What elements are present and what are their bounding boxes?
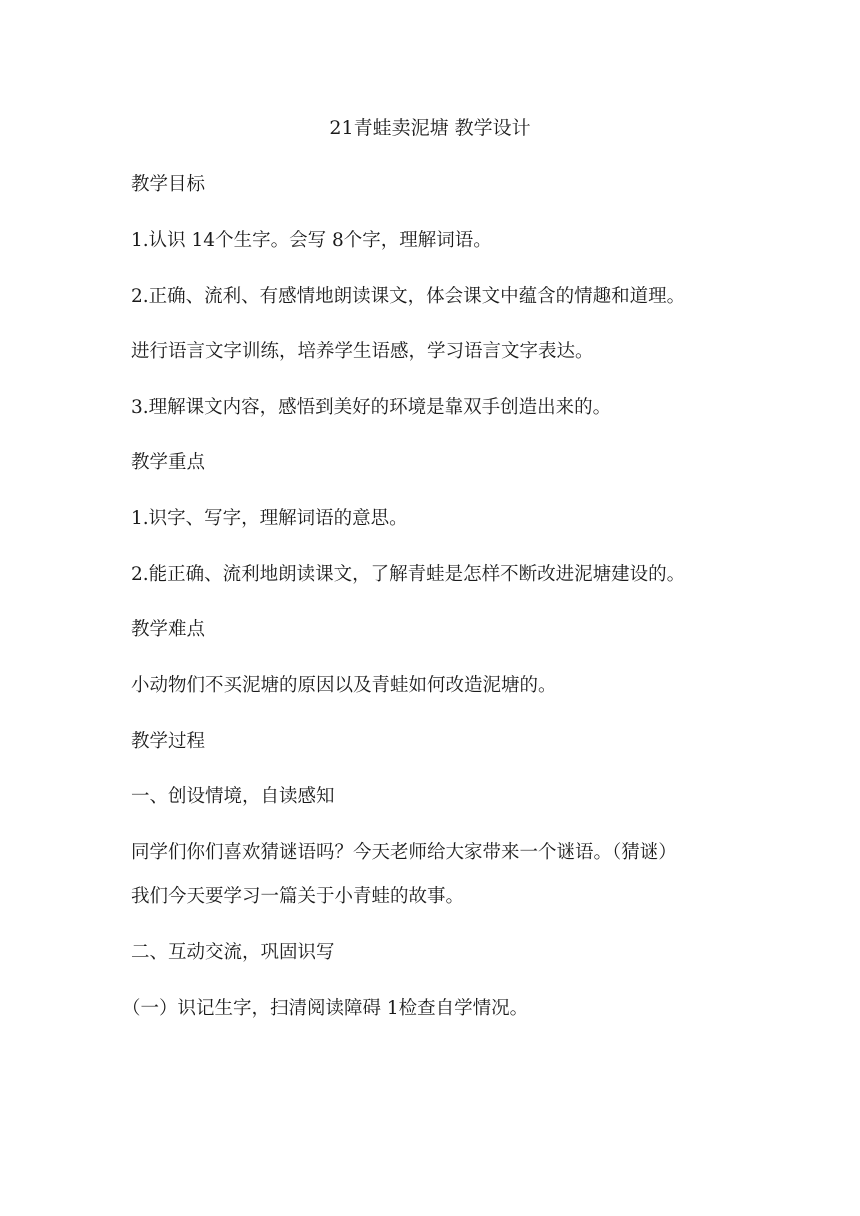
heading-key-points: 教学重点 xyxy=(131,452,206,473)
process-paragraph-line-2: 我们今天要学习一篇关于小青蛙的故事。 xyxy=(131,886,465,907)
process-section-2: 二、互动交流，巩固识写 xyxy=(131,942,335,963)
goal-item-3: 3.理解课文内容，感悟到美好的环境是靠双手创造出来的。 xyxy=(131,397,612,418)
document-title: 21青蛙卖泥塘 教学设计 xyxy=(329,117,531,139)
goal-item-2: 2.正确、流利、有感情地朗读课文，体会课文中蕴含的情趣和道理。 xyxy=(131,286,686,307)
process-paragraph-line-1: 同学们你们喜欢猜谜语吗？今天老师给大家带来一个谜语。（猜谜） xyxy=(131,842,677,863)
process-subsection-1: （一）识记生字，扫清阅读障碍 1检查自学情况。 xyxy=(122,998,529,1019)
heading-difficulties: 教学难点 xyxy=(131,619,206,640)
key-point-1: 1.识字、写字，理解词语的意思。 xyxy=(131,508,408,529)
heading-teaching-goals: 教学目标 xyxy=(131,174,206,195)
goal-item-2-continued: 进行语言文字训练，培养学生语感，学习语言文字表达。 xyxy=(131,341,594,362)
goal-item-1: 1.认识 14个生字。会写 8个字，理解词语。 xyxy=(131,230,492,251)
difficulty-text: 小动物们不买泥塘的原因以及青蛙如何改造泥塘的。 xyxy=(131,675,557,696)
heading-teaching-process: 教学过程 xyxy=(131,731,206,752)
key-point-2: 2.能正确、流利地朗读课文，了解青蛙是怎样不断改进泥塘建设的。 xyxy=(131,564,686,585)
process-section-1: 一、创设情境，自读感知 xyxy=(131,786,335,807)
